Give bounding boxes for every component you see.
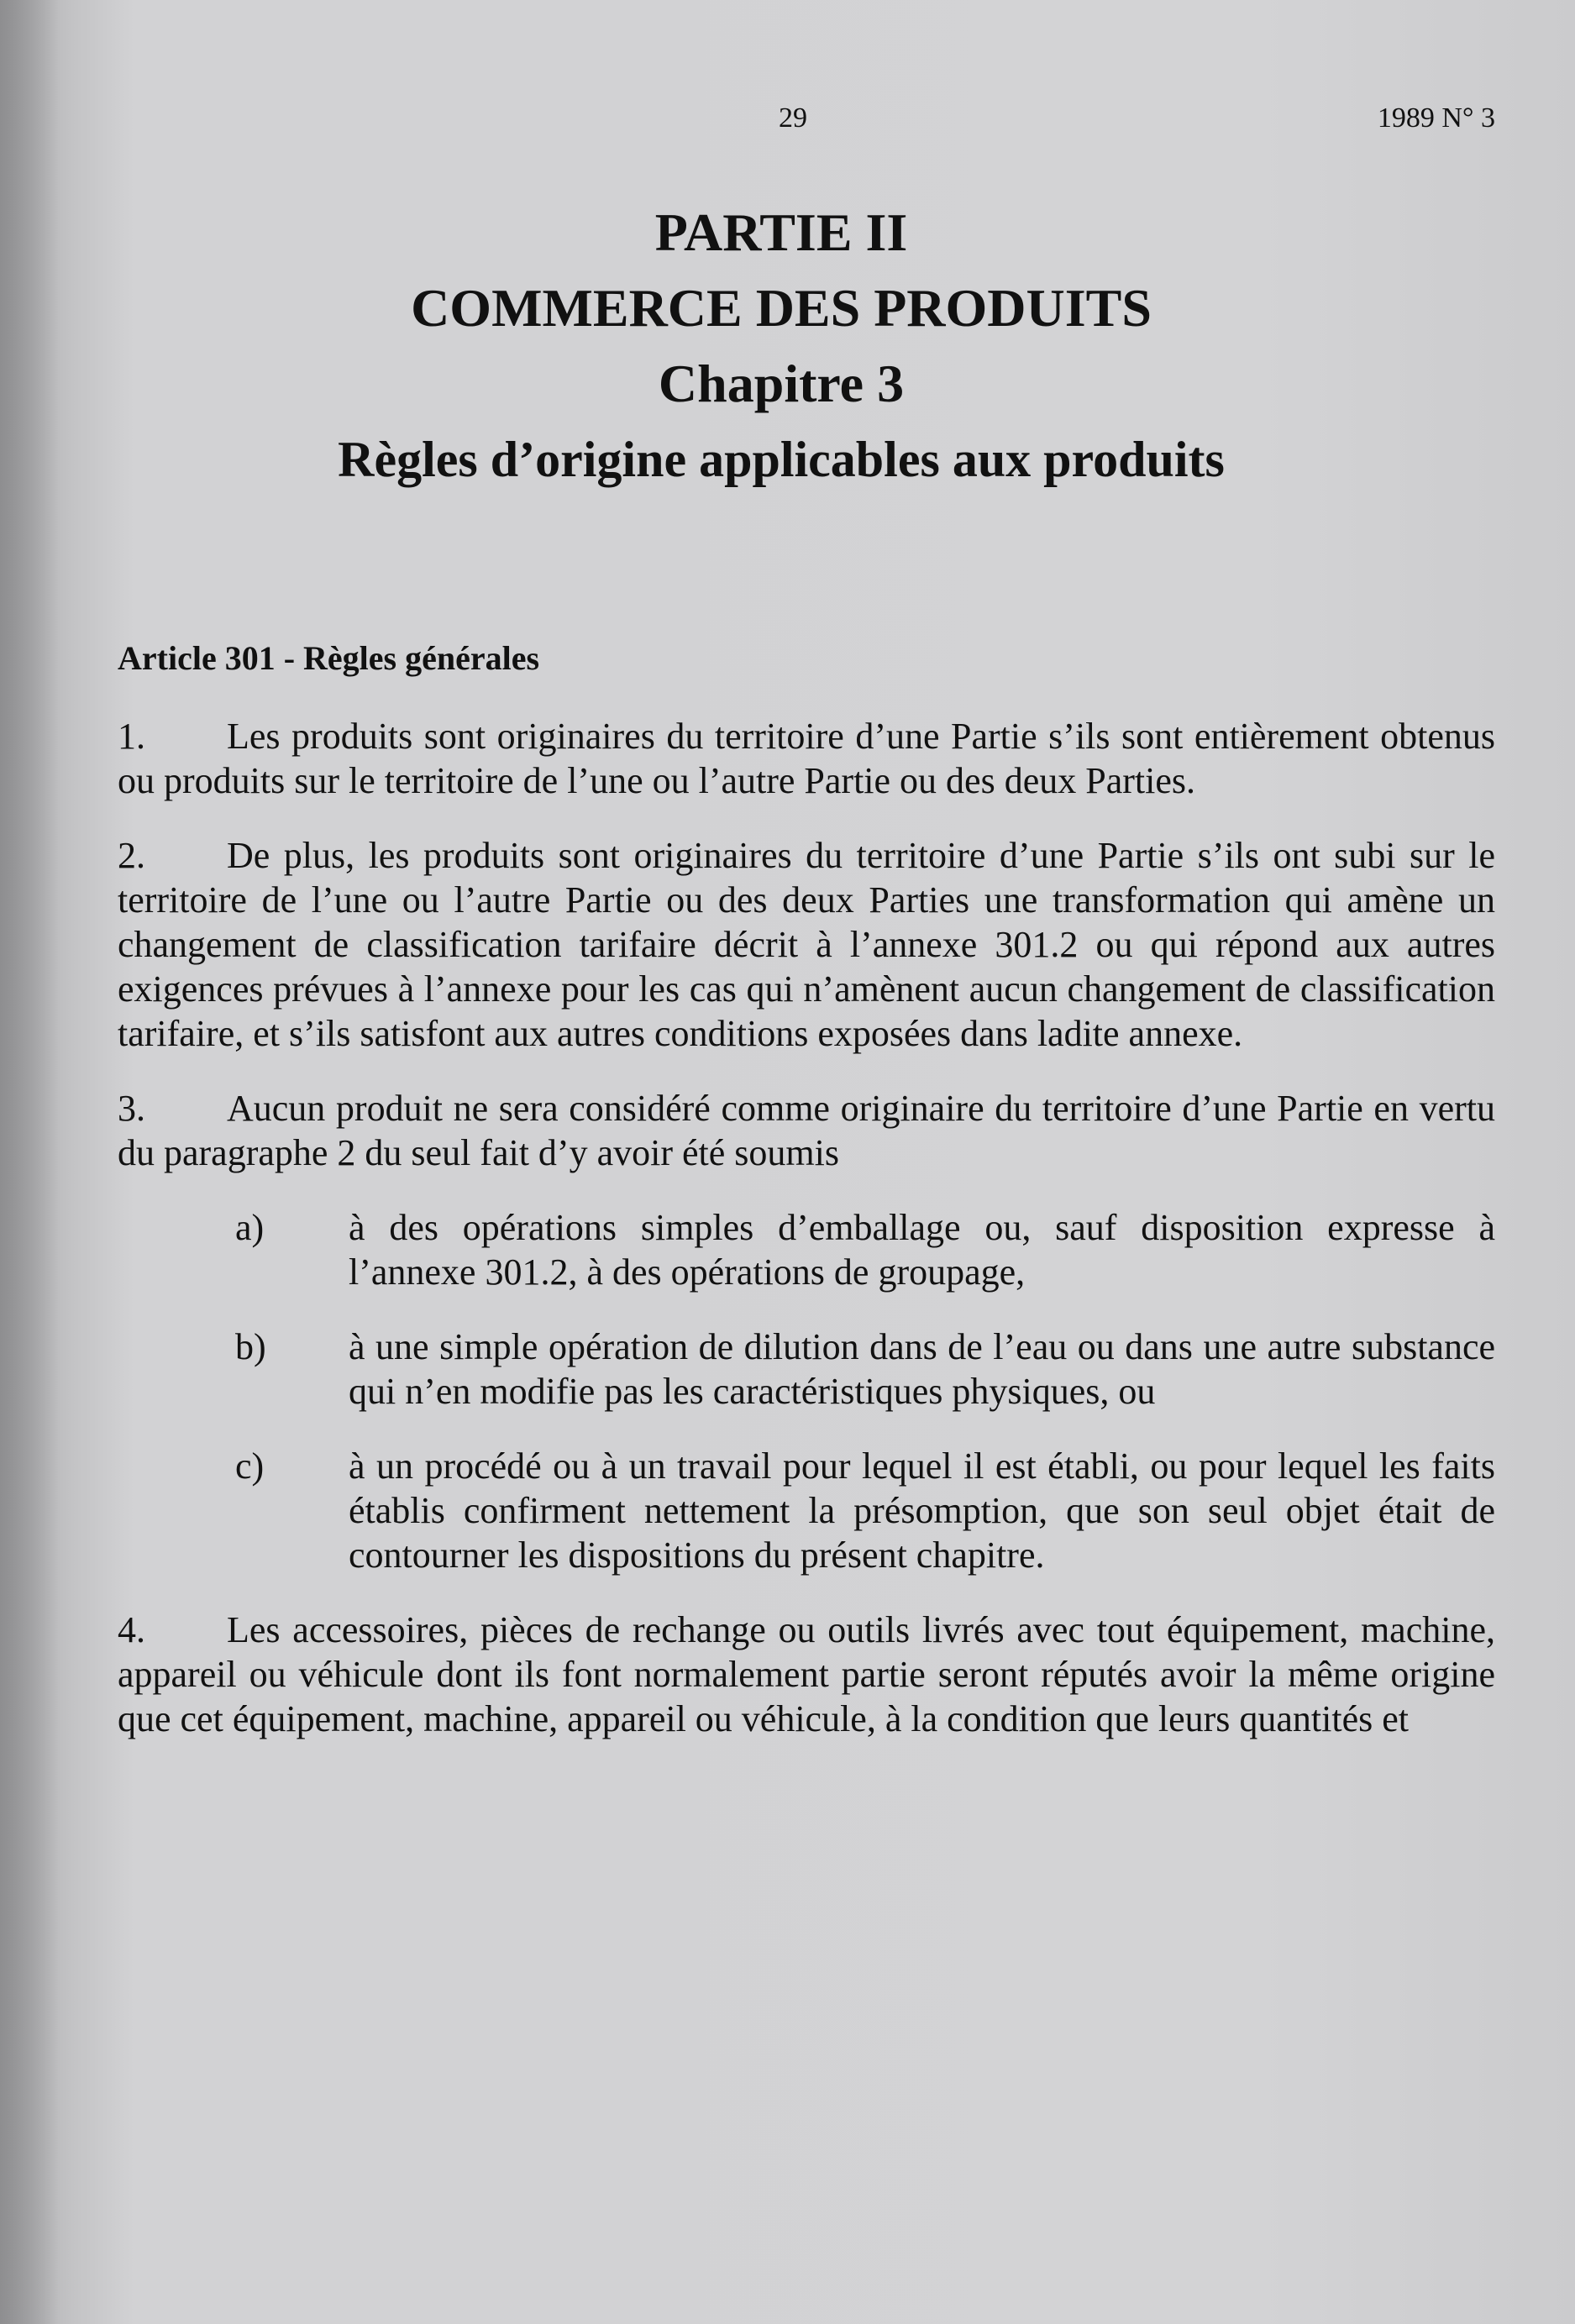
item-label: a) bbox=[235, 1207, 265, 1248]
item-label: b) bbox=[235, 1326, 266, 1367]
paragraph-2 bbox=[118, 833, 1495, 1056]
item-text: à un procédé ou à un travail pour lequel il est établi, ou pour lequel les faits établis confirment nettement la présomption, que son seul objet était de contourner les dispositions du présent chapitre. bbox=[349, 1445, 1495, 1576]
paragraph-1 bbox=[118, 714, 1495, 803]
chapter-title: Règles d’origine applicables aux produits bbox=[338, 432, 1225, 487]
paragraph-text: Les produits sont originaires du territoire d’une Partie s’ils sont entièrement obtenus ou produits sur le territoire de l’une ou l’autre Partie ou des deux Parties. bbox=[118, 716, 1495, 801]
title-block bbox=[118, 195, 1445, 497]
part-title: PARTIE II bbox=[654, 202, 908, 262]
list-item bbox=[118, 1444, 1495, 1577]
paragraph-number: 4. bbox=[118, 1609, 145, 1650]
running-head: 1989 N° 3 bbox=[1377, 102, 1495, 134]
page-header bbox=[118, 102, 1495, 144]
item-label: c) bbox=[235, 1445, 265, 1487]
paragraph-text: Les accessoires, pièces de rechange ou outils livrés avec tout équipement, machine, appareil ou véhicule dont ils font normalement partie seront réputés avoir la même origine que cet équipement, machine, appareil ou véhicule, à la condition que leurs quantités et bbox=[118, 1609, 1495, 1739]
list-item bbox=[118, 1325, 1495, 1414]
paragraph-text: De plus, les produits sont originaires du territoire d’une Partie s’ils ont subi sur le territoire de l’une ou l’autre Partie ou des deux Parties une transformation qui amène un changement de classification tarifaire décrit à l’annexe 301.2 ou qui répond aux autres exigences prévues à l’annexe pour les cas qui n’amènent aucun changement de classification tarifaire, et s’ils satisfont aux autres conditions exposées dans ladite annexe. bbox=[118, 835, 1495, 1054]
paragraph-number: 1. bbox=[118, 716, 145, 757]
sub-item-list bbox=[118, 1205, 1495, 1577]
paragraph-3 bbox=[118, 1086, 1495, 1175]
article-heading: Article 301 - Règles générales bbox=[118, 639, 540, 677]
paragraph-number: 2. bbox=[118, 835, 145, 876]
item-text: à des opérations simples d’emballage ou, sauf disposition expresse à l’annexe 301.2, à des opérations de groupage, bbox=[349, 1207, 1495, 1293]
paragraph-text: Aucun produit ne sera considéré comme originaire du territoire d’une Partie en vertu du paragraphe 2 du seul fait d’y avoir été soumis bbox=[118, 1088, 1495, 1173]
section-title: COMMERCE DES PRODUITS bbox=[411, 278, 1152, 338]
page-number: 29 bbox=[779, 102, 807, 134]
chapter-number: Chapitre 3 bbox=[658, 354, 905, 413]
binding-shadow bbox=[0, 0, 59, 2324]
paragraph-4 bbox=[118, 1608, 1495, 1741]
list-item bbox=[118, 1205, 1495, 1294]
item-text: à une simple opération de dilution dans de l’eau ou dans une autre substance qui n’en modifie pas les caractéristiques physiques, ou bbox=[349, 1326, 1495, 1412]
paragraph-number: 3. bbox=[118, 1088, 145, 1129]
article-body bbox=[118, 714, 1495, 1771]
